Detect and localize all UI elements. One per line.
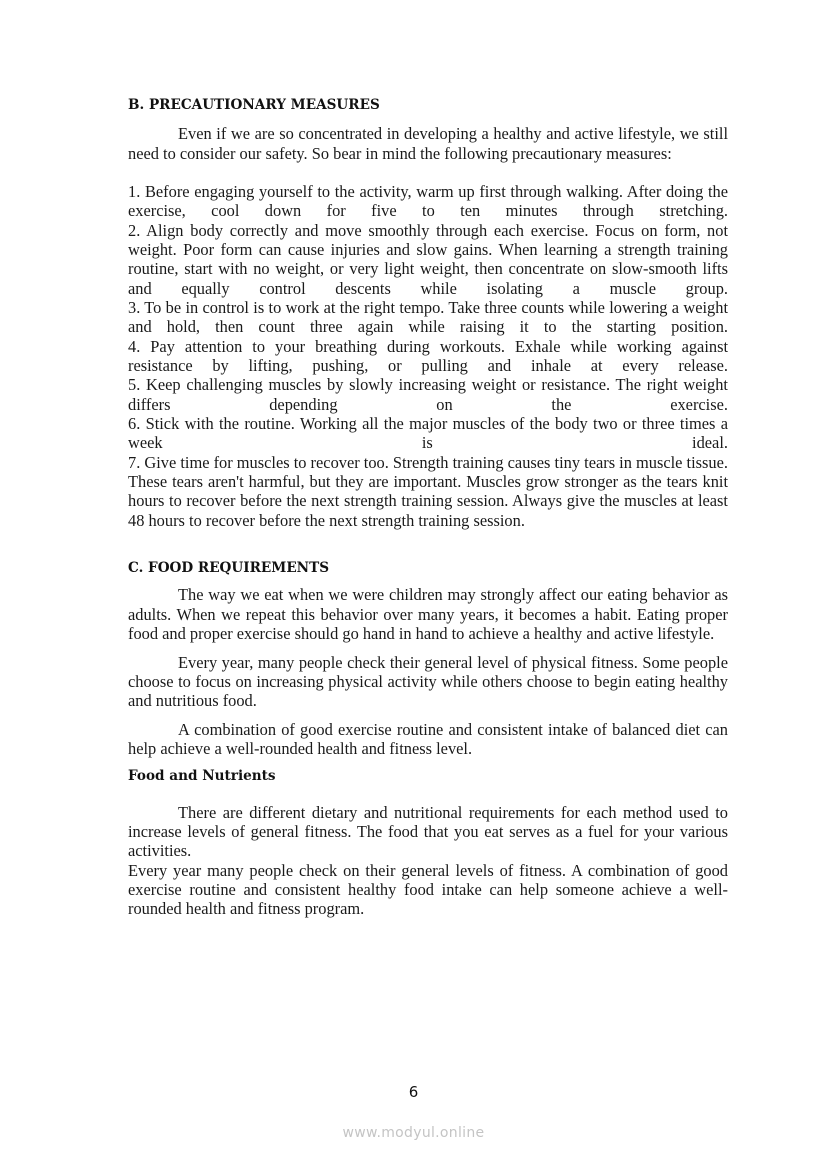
page-number: 6: [408, 1083, 419, 1101]
food-nutrients-paragraph: There are different dietary and nutritional requirements for each method used to increase levels of general fitness. The food that you eat serves as a fuel for your various activities.: [128, 802, 728, 861]
precautions-list: [128, 182, 728, 530]
section-b-intro: Even if we are so concentrated in developing a healthy and active lifestyle, we still need to consider our safety. So bear in mind the following precautionary measures:: [128, 124, 728, 163]
food-nutrients-paragraph: Every year many people check on their general levels of fitness. A combination of good exercise routine and consistent healthy food intake can help someone achieve a well-rounded health and fitness program.: [128, 860, 728, 919]
list-item: 6. Stick with the routine. Working all the major muscles of the body two or three times a week is ideal.: [128, 414, 728, 453]
section-c-paragraph: The way we eat when we were children may strongly affect our eating behavior as adults. When we repeat this behavior over many years, it becomes a habit. Eating proper food and proper exercise should go hand in hand to achieve a healthy and active lifestyle.: [128, 585, 728, 644]
watermark: www.modyul.online: [342, 1125, 485, 1141]
document-page: [128, 96, 728, 919]
list-item: 7. Give time for muscles to recover too. Strength training causes tiny tears in muscle tissue. These tears aren't harmful, but they are important. Muscles grow stronger as the tears knit hours to recover before the next strength training session. Always give the muscles at least 48 hours to recover before the next strength training session.: [128, 452, 728, 530]
section-c-paragraph: Every year, many people check their general level of physical fitness. Some people choose to focus on increasing physical activity while others choose to begin eating healthy and nutritious food.: [128, 652, 728, 711]
section-c-heading: C. FOOD REQUIREMENTS: [128, 560, 330, 577]
food-nutrients-subheading: Food and Nutrients: [128, 768, 276, 785]
section-b-heading: B. PRECAUTIONARY MEASURES: [128, 97, 380, 113]
list-item: 5. Keep challenging muscles by slowly increasing weight or resistance. The right weight differs depending on the exercise.: [128, 375, 728, 414]
section-c-paragraph: A combination of good exercise routine and consistent intake of balanced diet can help achieve a well-rounded health and fitness level.: [128, 719, 728, 758]
list-item: 4. Pay attention to your breathing during workouts. Exhale while working against resistance by lifting, pushing, or pulling and inhale at every release.: [128, 336, 728, 376]
list-item: 1. Before engaging yourself to the activity, warm up first through walking. After doing the exercise, cool down for five to ten minutes through stretching.: [128, 181, 728, 221]
list-item: 2. Align body correctly and move smoothly through each exercise. Focus on form, not weight. Poor form can cause injuries and slow gains. When learning a strength training routine, start with no weight, or very light weight, then concentrate on slow-smooth lifts and equally control descents while isolating a muscle group.: [128, 220, 728, 298]
list-item: 3. To be in control is to work at the right tempo. Take three counts while lowering a weight and hold, then count three again while raising it to the starting position.: [128, 298, 728, 337]
